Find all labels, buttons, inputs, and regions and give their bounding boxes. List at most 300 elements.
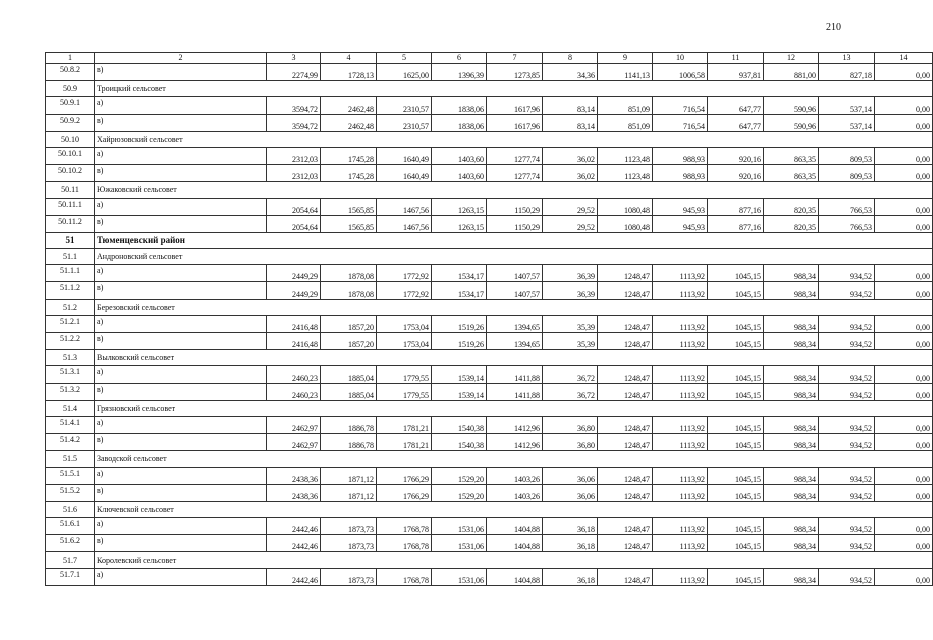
value-cell: 0,00 — [875, 467, 933, 484]
value-cell: 988,34 — [764, 383, 819, 400]
column-header: 13 — [819, 53, 875, 64]
row-label: в) — [95, 333, 267, 350]
value-cell: 920,16 — [708, 165, 764, 182]
column-header: 6 — [432, 53, 487, 64]
row-label: в) — [95, 282, 267, 299]
row-label: в) — [95, 64, 267, 81]
column-header: 14 — [875, 53, 933, 64]
value-cell: 1878,08 — [321, 265, 377, 282]
value-cell: 0,00 — [875, 366, 933, 383]
value-cell: 877,16 — [708, 215, 764, 232]
value-cell: 1394,65 — [487, 315, 543, 332]
row-label: в) — [95, 484, 267, 501]
value-cell: 2438,36 — [267, 484, 321, 501]
value-cell: 1766,29 — [377, 467, 432, 484]
value-cell: 2312,03 — [267, 147, 321, 164]
value-cell: 1886,78 — [321, 434, 377, 451]
value-cell: 2274,99 — [267, 64, 321, 81]
value-cell: 1006,58 — [653, 64, 708, 81]
value-cell: 2054,64 — [267, 198, 321, 215]
column-header: 1 — [46, 53, 95, 64]
value-cell: 809,53 — [819, 165, 875, 182]
value-cell: 1263,15 — [432, 198, 487, 215]
value-cell: 2416,48 — [267, 333, 321, 350]
value-cell: 1113,92 — [653, 568, 708, 585]
value-cell: 934,52 — [819, 315, 875, 332]
row-label: а) — [95, 416, 267, 433]
data-row — [46, 467, 933, 484]
value-cell: 1141,13 — [598, 64, 653, 81]
row-code: 51.6 — [46, 501, 95, 517]
value-cell: 2460,23 — [267, 383, 321, 400]
value-cell: 1248,47 — [598, 315, 653, 332]
value-cell: 934,52 — [819, 333, 875, 350]
value-cell: 945,93 — [653, 215, 708, 232]
value-cell: 1411,88 — [487, 383, 543, 400]
column-header: 2 — [95, 53, 267, 64]
row-label: в) — [95, 215, 267, 232]
value-cell: 36,80 — [543, 416, 598, 433]
value-cell: 2442,46 — [267, 518, 321, 535]
value-cell: 0,00 — [875, 518, 933, 535]
value-cell: 851,09 — [598, 114, 653, 131]
value-cell: 934,52 — [819, 383, 875, 400]
row-label: а) — [95, 198, 267, 215]
value-cell: 29,52 — [543, 198, 598, 215]
value-cell: 36,18 — [543, 535, 598, 552]
value-cell: 934,52 — [819, 467, 875, 484]
value-cell: 1753,04 — [377, 315, 432, 332]
value-cell: 1045,15 — [708, 315, 764, 332]
value-cell: 1404,88 — [487, 568, 543, 585]
section-row — [46, 350, 933, 366]
section-row — [46, 552, 933, 568]
value-cell: 1045,15 — [708, 366, 764, 383]
value-cell: 1248,47 — [598, 434, 653, 451]
value-cell: 2462,48 — [321, 114, 377, 131]
value-cell: 937,81 — [708, 64, 764, 81]
value-cell: 988,34 — [764, 568, 819, 585]
value-cell: 820,35 — [764, 198, 819, 215]
value-cell: 0,00 — [875, 282, 933, 299]
value-cell: 0,00 — [875, 568, 933, 585]
data-row — [46, 366, 933, 383]
value-cell: 1113,92 — [653, 383, 708, 400]
value-cell: 1404,88 — [487, 535, 543, 552]
section-row — [46, 182, 933, 198]
value-cell: 1467,56 — [377, 215, 432, 232]
value-cell: 36,02 — [543, 165, 598, 182]
data-row — [46, 383, 933, 400]
value-cell: 1150,29 — [487, 215, 543, 232]
value-cell: 716,54 — [653, 114, 708, 131]
value-cell: 1565,85 — [321, 198, 377, 215]
row-code: 50.11 — [46, 182, 95, 198]
row-code: 51.6.1 — [46, 518, 95, 535]
value-cell: 537,14 — [819, 114, 875, 131]
value-cell: 1248,47 — [598, 568, 653, 585]
row-code: 51.5 — [46, 451, 95, 467]
row-label: в) — [95, 383, 267, 400]
data-row — [46, 114, 933, 131]
value-cell: 1781,21 — [377, 416, 432, 433]
value-cell: 29,52 — [543, 215, 598, 232]
value-cell: 1248,47 — [598, 366, 653, 383]
value-cell: 83,14 — [543, 97, 598, 114]
page-number: 210 — [826, 22, 841, 33]
row-code: 51.6.2 — [46, 535, 95, 552]
row-code: 51.7.1 — [46, 568, 95, 585]
value-cell: 0,00 — [875, 198, 933, 215]
column-header-row — [46, 53, 933, 64]
value-cell: 934,52 — [819, 265, 875, 282]
value-cell: 1273,85 — [487, 64, 543, 81]
value-cell: 766,53 — [819, 215, 875, 232]
value-cell: 2312,03 — [267, 165, 321, 182]
value-cell: 1113,92 — [653, 484, 708, 501]
value-cell: 1412,96 — [487, 416, 543, 433]
settlement-name: Грязновский сельсовет — [95, 400, 933, 416]
value-cell: 1045,15 — [708, 535, 764, 552]
value-cell: 1407,57 — [487, 282, 543, 299]
settlement-name: Южаковский сельсовет — [95, 182, 933, 198]
row-code: 50.10 — [46, 131, 95, 147]
row-code: 51.1.1 — [46, 265, 95, 282]
value-cell: 1640,49 — [377, 147, 432, 164]
value-cell: 988,34 — [764, 518, 819, 535]
value-cell: 2462,97 — [267, 416, 321, 433]
value-cell: 988,34 — [764, 434, 819, 451]
row-label: в) — [95, 434, 267, 451]
value-cell: 1248,47 — [598, 383, 653, 400]
value-cell: 851,09 — [598, 97, 653, 114]
value-cell: 766,53 — [819, 198, 875, 215]
value-cell: 647,77 — [708, 114, 764, 131]
value-cell: 1248,47 — [598, 333, 653, 350]
row-label: в) — [95, 114, 267, 131]
value-cell: 3594,72 — [267, 97, 321, 114]
value-cell: 1539,14 — [432, 383, 487, 400]
value-cell: 1113,92 — [653, 416, 708, 433]
value-cell: 988,34 — [764, 484, 819, 501]
value-cell: 1080,48 — [598, 215, 653, 232]
column-header: 8 — [543, 53, 598, 64]
data-row — [46, 265, 933, 282]
value-cell: 1407,57 — [487, 265, 543, 282]
value-cell: 1772,92 — [377, 265, 432, 282]
value-cell: 934,52 — [819, 282, 875, 299]
value-cell: 863,35 — [764, 147, 819, 164]
data-row — [46, 568, 933, 585]
row-label: а) — [95, 147, 267, 164]
value-cell: 36,06 — [543, 467, 598, 484]
value-cell: 1394,65 — [487, 333, 543, 350]
value-cell: 2310,57 — [377, 114, 432, 131]
row-code: 51.4.1 — [46, 416, 95, 433]
value-cell: 34,36 — [543, 64, 598, 81]
tariff-table — [45, 52, 933, 586]
value-cell: 1519,26 — [432, 333, 487, 350]
value-cell: 35,39 — [543, 333, 598, 350]
row-code: 51.1.2 — [46, 282, 95, 299]
value-cell: 1277,74 — [487, 147, 543, 164]
value-cell: 0,00 — [875, 64, 933, 81]
value-cell: 537,14 — [819, 97, 875, 114]
value-cell: 1045,15 — [708, 383, 764, 400]
value-cell: 988,34 — [764, 366, 819, 383]
value-cell: 0,00 — [875, 265, 933, 282]
value-cell: 1529,20 — [432, 467, 487, 484]
value-cell: 1403,26 — [487, 467, 543, 484]
row-label: а) — [95, 265, 267, 282]
data-row — [46, 434, 933, 451]
value-cell: 1873,73 — [321, 535, 377, 552]
data-row — [46, 165, 933, 182]
row-code: 50.9 — [46, 81, 95, 97]
value-cell: 36,72 — [543, 383, 598, 400]
value-cell: 1248,47 — [598, 282, 653, 299]
value-cell: 0,00 — [875, 434, 933, 451]
row-code: 51.7 — [46, 552, 95, 568]
row-code: 51.5.2 — [46, 484, 95, 501]
value-cell: 1779,55 — [377, 366, 432, 383]
column-header: 12 — [764, 53, 819, 64]
value-cell: 2310,57 — [377, 97, 432, 114]
value-cell: 590,96 — [764, 97, 819, 114]
value-cell: 36,80 — [543, 434, 598, 451]
value-cell: 881,00 — [764, 64, 819, 81]
value-cell: 820,35 — [764, 215, 819, 232]
value-cell: 988,34 — [764, 333, 819, 350]
value-cell: 0,00 — [875, 165, 933, 182]
value-cell: 1768,78 — [377, 535, 432, 552]
row-code: 51.2 — [46, 299, 95, 315]
value-cell: 1277,74 — [487, 165, 543, 182]
value-cell: 0,00 — [875, 484, 933, 501]
value-cell: 1045,15 — [708, 568, 764, 585]
value-cell: 2054,64 — [267, 215, 321, 232]
row-code: 51.4.2 — [46, 434, 95, 451]
value-cell: 1768,78 — [377, 518, 432, 535]
value-cell: 1123,48 — [598, 165, 653, 182]
value-cell: 1728,13 — [321, 64, 377, 81]
row-code: 51.2.1 — [46, 315, 95, 332]
value-cell: 1766,29 — [377, 484, 432, 501]
settlement-name: Ключевской сельсовет — [95, 501, 933, 517]
settlement-name: Королевский сельсовет — [95, 552, 933, 568]
value-cell: 1150,29 — [487, 198, 543, 215]
value-cell: 36,72 — [543, 366, 598, 383]
value-cell: 920,16 — [708, 147, 764, 164]
row-label: в) — [95, 535, 267, 552]
value-cell: 988,34 — [764, 315, 819, 332]
value-cell: 1263,15 — [432, 215, 487, 232]
value-cell: 1403,26 — [487, 484, 543, 501]
value-cell: 934,52 — [819, 366, 875, 383]
data-row — [46, 416, 933, 433]
value-cell: 83,14 — [543, 114, 598, 131]
data-row — [46, 484, 933, 501]
value-cell: 36,06 — [543, 484, 598, 501]
value-cell: 1781,21 — [377, 434, 432, 451]
row-code: 50.9.1 — [46, 97, 95, 114]
value-cell: 1745,28 — [321, 165, 377, 182]
section-row — [46, 400, 933, 416]
data-row — [46, 333, 933, 350]
data-row — [46, 198, 933, 215]
row-code: 51.1 — [46, 249, 95, 265]
settlement-name: Андроновский сельсовет — [95, 249, 933, 265]
value-cell: 0,00 — [875, 333, 933, 350]
row-label: а) — [95, 568, 267, 585]
value-cell: 1248,47 — [598, 467, 653, 484]
value-cell: 1539,14 — [432, 366, 487, 383]
value-cell: 0,00 — [875, 416, 933, 433]
value-cell: 0,00 — [875, 114, 933, 131]
value-cell: 1886,78 — [321, 416, 377, 433]
row-code: 51.4 — [46, 400, 95, 416]
value-cell: 1248,47 — [598, 535, 653, 552]
value-cell: 1045,15 — [708, 518, 764, 535]
value-cell: 0,00 — [875, 97, 933, 114]
value-cell: 1531,06 — [432, 568, 487, 585]
value-cell: 934,52 — [819, 535, 875, 552]
settlement-name: Хайрюзовский сельсовет — [95, 131, 933, 147]
settlement-name: Березовский сельсовет — [95, 299, 933, 315]
column-header: 5 — [377, 53, 432, 64]
column-header: 11 — [708, 53, 764, 64]
value-cell: 36,39 — [543, 282, 598, 299]
value-cell: 1519,26 — [432, 315, 487, 332]
value-cell: 1080,48 — [598, 198, 653, 215]
value-cell: 988,34 — [764, 282, 819, 299]
data-row — [46, 518, 933, 535]
row-label: а) — [95, 366, 267, 383]
district-name: Тюменцевский район — [95, 232, 933, 248]
value-cell: 1113,92 — [653, 333, 708, 350]
value-cell: 647,77 — [708, 97, 764, 114]
value-cell: 1404,88 — [487, 518, 543, 535]
value-cell: 1540,38 — [432, 416, 487, 433]
value-cell: 1045,15 — [708, 282, 764, 299]
value-cell: 1534,17 — [432, 265, 487, 282]
value-cell: 1248,47 — [598, 416, 653, 433]
value-cell: 1838,06 — [432, 97, 487, 114]
value-cell: 2460,23 — [267, 366, 321, 383]
settlement-name: Заводской сельсовет — [95, 451, 933, 467]
data-row — [46, 315, 933, 332]
value-cell: 1045,15 — [708, 416, 764, 433]
row-code: 51.2.2 — [46, 333, 95, 350]
section-row — [46, 131, 933, 147]
value-cell: 1768,78 — [377, 568, 432, 585]
column-header: 10 — [653, 53, 708, 64]
value-cell: 2438,36 — [267, 467, 321, 484]
settlement-name: Троицкий сельсовет — [95, 81, 933, 97]
value-cell: 0,00 — [875, 535, 933, 552]
table-body — [46, 53, 933, 586]
value-cell: 1531,06 — [432, 535, 487, 552]
value-cell: 1123,48 — [598, 147, 653, 164]
value-cell: 1411,88 — [487, 366, 543, 383]
value-cell: 1617,96 — [487, 114, 543, 131]
section-row — [46, 501, 933, 517]
row-code: 50.10.1 — [46, 147, 95, 164]
row-code: 50.9.2 — [46, 114, 95, 131]
value-cell: 2449,29 — [267, 282, 321, 299]
row-label: в) — [95, 165, 267, 182]
value-cell: 988,93 — [653, 165, 708, 182]
data-row — [46, 215, 933, 232]
value-cell: 934,52 — [819, 484, 875, 501]
value-cell: 1540,38 — [432, 434, 487, 451]
value-cell: 1045,15 — [708, 434, 764, 451]
row-code: 51.3.1 — [46, 366, 95, 383]
value-cell: 934,52 — [819, 518, 875, 535]
value-cell: 988,34 — [764, 467, 819, 484]
value-cell: 1248,47 — [598, 484, 653, 501]
value-cell: 1565,85 — [321, 215, 377, 232]
value-cell: 1640,49 — [377, 165, 432, 182]
value-cell: 35,39 — [543, 315, 598, 332]
value-cell: 1857,20 — [321, 333, 377, 350]
row-label: а) — [95, 315, 267, 332]
value-cell: 36,18 — [543, 568, 598, 585]
value-cell: 809,53 — [819, 147, 875, 164]
data-row — [46, 535, 933, 552]
value-cell: 1873,73 — [321, 518, 377, 535]
value-cell: 1113,92 — [653, 467, 708, 484]
value-cell: 0,00 — [875, 315, 933, 332]
row-label: а) — [95, 467, 267, 484]
section-row — [46, 299, 933, 315]
value-cell: 36,39 — [543, 265, 598, 282]
value-cell: 1873,73 — [321, 568, 377, 585]
data-row — [46, 282, 933, 299]
value-cell: 1113,92 — [653, 282, 708, 299]
value-cell: 1871,12 — [321, 467, 377, 484]
section-row — [46, 81, 933, 97]
column-header: 4 — [321, 53, 377, 64]
column-header: 7 — [487, 53, 543, 64]
value-cell: 1625,00 — [377, 64, 432, 81]
value-cell: 877,16 — [708, 198, 764, 215]
value-cell: 1113,92 — [653, 315, 708, 332]
value-cell: 1534,17 — [432, 282, 487, 299]
row-code: 51.5.1 — [46, 467, 95, 484]
value-cell: 1885,04 — [321, 366, 377, 383]
value-cell: 988,34 — [764, 416, 819, 433]
column-header: 9 — [598, 53, 653, 64]
row-code: 51.3.2 — [46, 383, 95, 400]
row-code: 50.11.1 — [46, 198, 95, 215]
row-code: 50.10.2 — [46, 165, 95, 182]
value-cell: 2462,97 — [267, 434, 321, 451]
value-cell: 1113,92 — [653, 265, 708, 282]
value-cell: 1467,56 — [377, 198, 432, 215]
value-cell: 1617,96 — [487, 97, 543, 114]
value-cell: 1529,20 — [432, 484, 487, 501]
value-cell: 934,52 — [819, 568, 875, 585]
value-cell: 827,18 — [819, 64, 875, 81]
value-cell: 1753,04 — [377, 333, 432, 350]
value-cell: 988,34 — [764, 265, 819, 282]
value-cell: 1113,92 — [653, 366, 708, 383]
value-cell: 1838,06 — [432, 114, 487, 131]
value-cell: 1857,20 — [321, 315, 377, 332]
value-cell: 1396,39 — [432, 64, 487, 81]
value-cell: 1248,47 — [598, 265, 653, 282]
